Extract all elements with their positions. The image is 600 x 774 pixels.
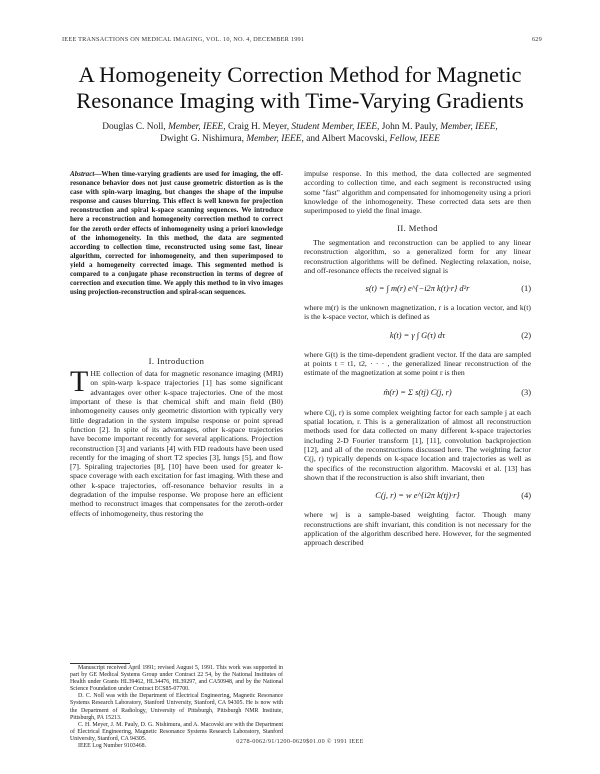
drop-cap: T (70, 365, 89, 398)
title-line-1: A Homogeneity Correction Method for Magnetic (78, 62, 522, 87)
equation-1 (304, 279, 531, 299)
right-paragraph-5: where wj is a sample-based weighting factor. Though many reconstructions are shift invariant, this condition is not necessary for the application of the algorithm described here. However, for the segmented approach described (304, 510, 531, 548)
equation-2-body: k(t) = γ ∫ G(τ) dτ (389, 330, 446, 340)
author-nishimura: Dwight G. Nishimura, (160, 134, 244, 144)
journal-citation: IEEE TRANSACTIONS ON MEDICAL IMAGING, VOL. 10, NO. 4, DECEMBER 1991 (62, 36, 305, 43)
equation-3-number: (3) (521, 387, 531, 397)
intro-heading: I. Introduction (148, 356, 205, 366)
intro-text: HE collection of data for magnetic resonance imaging (MRI) on spin-warp k-space trajectories [1] has some significant advantages over other k-space trajectories. One of the most important of these is that chemical shift and main field (B0) inhomogeneity causes only geometric distortion with typically very little degradation in the system impulse response or point spread function [2]. In spite of its advantages, other k-space trajectories have become important recently for several applications. Projection reconstruction [3] and variants [4] with FID readouts have been used recently for the imaging of short T2 species [3], lungs [5], and flow [7]. Spiraling trajectories [8], [10] have been used for greater k-space coverage with each excitation for fast imaging. With these and other k-space trajectories, off-resonance behavior results in a degradation of the impulse response. We propose here an efficient method to reconstruct images that compensates for the zeroth-order effects of inhomogeneity, thus restoring the (70, 369, 283, 518)
equation-1-body: s(t) = ∫ m(r) e^{−i2π k(t)·r} d²r (365, 284, 470, 294)
footnote-log-number: IEEE Log Number 9103468. (78, 743, 147, 750)
intro-heading-wrap (70, 356, 283, 366)
author-nishimura-role: Member, IEEE, (246, 134, 304, 144)
right-paragraph-2: where m(r) is the unknown magnetization, r is a location vector, and k(t) is the k-space vector, which is defined as (304, 303, 531, 322)
right-column (304, 169, 531, 547)
equation-4 (304, 486, 531, 506)
author-meyer-role: Student Member, IEEE, (291, 122, 380, 132)
right-paragraph-0: impulse response. In this method, the data collected are segmented according to collection time, and each segment is reconstructed using some "fast" algorithm and compensated for inhomogeneity using a priori knowledge of the inhomogeneity. These corrected data sets are then superimposed to yield the final image. (304, 169, 531, 216)
author-line-1 (50, 121, 550, 133)
author-noll-role: Member, IEEE, (168, 122, 226, 132)
author-meyer: Craig H. Meyer, (227, 122, 290, 132)
footnote-coauthors: C. H. Meyer, J. M. Pauly, D. G. Nishimura, and A. Macovski are with the Department of Electrical Engineering, Magnetic Resonance Systems Research Laboratory, Stanford University, Stanford, CA 94305. (70, 721, 283, 742)
equation-4-body: C(j, r) = w e^{i2π k(tj)·r} (375, 491, 460, 501)
running-head (62, 36, 542, 43)
paper-title (40, 62, 560, 114)
footnote-noll: D. C. Noll was with the Department of Electrical Engineering, Magnetic Resonance Systems Research Laboratory, Stanford University, Stanford, CA 94305. He is now with the Department of Radiology, University of Pittsburgh, Pittsburgh NMR Institute, Pittsburgh, PA 15213. (70, 693, 283, 721)
author-pauly: John M. Pauly, (381, 122, 438, 132)
abstract (70, 170, 283, 297)
equation-2 (304, 326, 531, 346)
equation-1-number: (1) (521, 284, 531, 294)
right-paragraph-1: The segmentation and reconstruction can be applied to any linear reconstruction algorithm, so a generalized form for any linear reconstruction algorithms will be defined. Neglecting relaxation, noise, and off-resonance effects the received signal is (304, 237, 531, 275)
abstract-label: Abstract (70, 170, 95, 178)
right-paragraph-4: where C(j, r) is some complex weighting factor for each sample j at each spatial location, r. This is a generalization of almost all reconstruction methods used for data collected on many different k-space trajectories including 2-D Fourier transform [1], [11], convolution backprojection [12], and all of the reconstructions discussed here. The weighting factor C(j, r) typically depends on k-space location and trajectories as well as the specifics of the reconstruction algorithm. Macovski et al. [13] has shown that if the reconstruction is also shift invariant, then (304, 407, 531, 482)
copyright-code: 0278-0062/91/1200-0629$01.00 © 1991 IEEE (236, 738, 364, 745)
author-macovski: and Albert Macovski, (306, 134, 388, 144)
author-pauly-role: Member, IEEE, (440, 122, 498, 132)
equation-2-number: (2) (521, 330, 531, 340)
right-paragraph-3: where G(t) is the time-dependent gradient vector. If the data are sampled at points t = t1, t2, · · · , the generalized linear reconstruction of the estimate of the magnetization at some point r is then (304, 349, 531, 378)
intro-paragraph (70, 365, 283, 518)
author-macovski-role: Fellow, IEEE (389, 134, 440, 144)
abstract-text: —When time-varying gradients are used for imaging, the off-resonance behavior does not just cause geometric distortion as is the case with spin-warp imaging, but changes the shape of the impulse response and causes blurring. This effect is well known for projection reconstruction and spiral k-space scanning sequences. We introduce here a reconstruction and homogeneity correction method to correct for the zeroth order effects of inhomogeneity using a priori knowledge of the inhomogeneity. In this method, the data are segmented according to collection time, reconstructed using some fast, linear algorithm, corrected for inhomogeneity, and then superimposed to yield a homogeneity corrected image. This segmented method is compared to a conjugate phase reconstruction in terms of degree of correction and execution time. We apply this method to in vivo images using projection-reconstruction and spiral-scan sequences. (70, 170, 283, 297)
title-line-2: Resonance Imaging with Time-Varying Gradients (76, 88, 524, 113)
method-heading: II. Method (397, 222, 438, 233)
footnote-rule (70, 663, 130, 664)
author-line-2 (50, 133, 550, 145)
equation-4-number: (4) (521, 491, 531, 501)
footnote-manuscript: Manuscript received April 1991; revised August 5, 1991. This work was supported in part by GE Medical Systems Group under Contract 22 54, by the National Institutes of Health under Grants HL39462, HL34476, HL39297, and CA50948, and by the National Science Foundation under Contract ECS85-07700. (70, 665, 283, 693)
page-number: 629 (531, 36, 542, 43)
author-noll: Douglas C. Noll, (102, 122, 166, 132)
equation-3 (304, 383, 531, 403)
author-list (50, 121, 550, 145)
equation-3-body: m̂(r) = Σ s(tj) C(j, r) (383, 387, 452, 397)
